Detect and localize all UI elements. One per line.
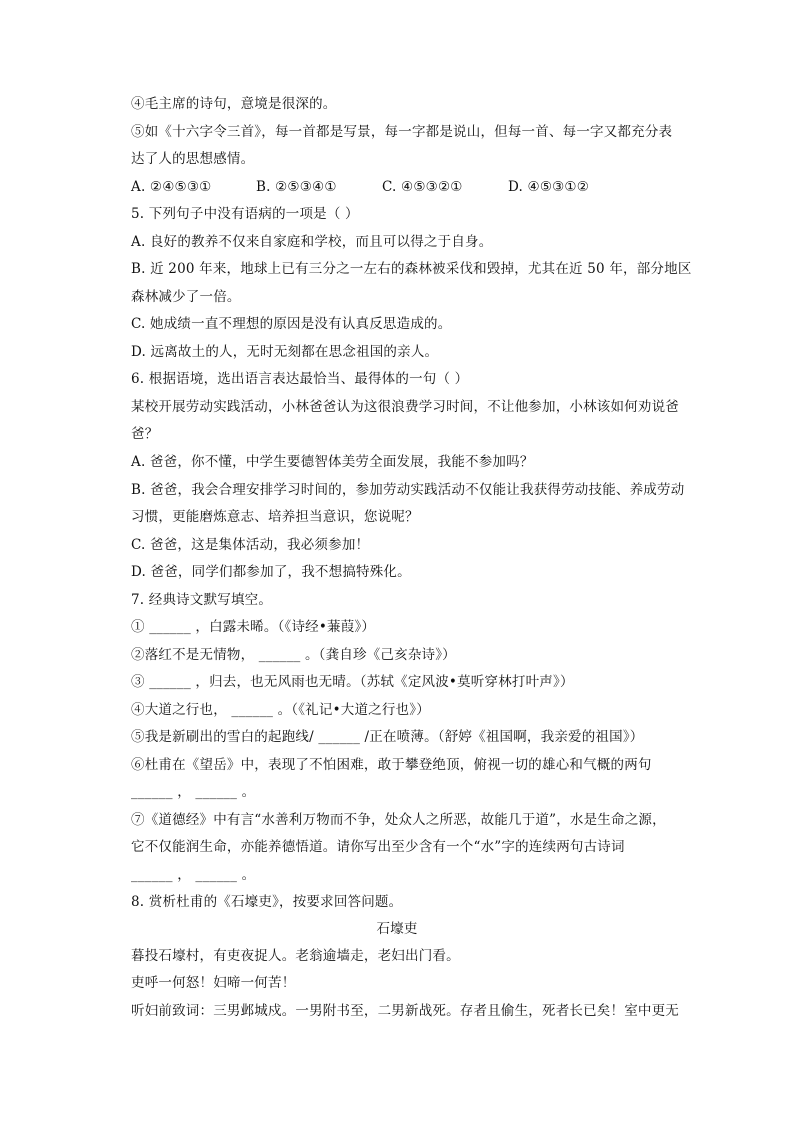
q7-item-1: ① ______ ，白露未晞。（《诗经•蒹葭》） xyxy=(131,619,376,635)
q7-item-5: ⑤我是新刷出的雪白的起跑线/ ______ /正在喷薄。（舒婷《祖国啊，我亲爱的祖国》） xyxy=(131,729,644,745)
q6-context-cont: 爸？ xyxy=(131,426,159,442)
q7-item-7-cont: 它不仅能润生命，亦能养德悟道。请你写出至少含有一个“水”字的连续两句古诗词 xyxy=(131,839,625,855)
q4-option-a: A. ②④⑤③① xyxy=(131,179,212,195)
q7-item-4: ④大道之行也， ______ 。（《礼记•大道之行也》） xyxy=(131,702,430,718)
q6-option-b-cont: 习惯，更能磨炼意志、培养担当意识，您说呢？ xyxy=(131,509,419,525)
q4-option-b: B. ②⑤③④① xyxy=(256,179,337,195)
q5-option-b-cont: 森林减少了一倍。 xyxy=(131,289,241,305)
q7-stem: 7. 经典诗文默写填空。 xyxy=(131,592,273,608)
poem-line-3: 听妇前致词：三男邺城戍。一男附书至，二男新战死。存者且偷生，死者长已矣！室中更无 xyxy=(131,1003,679,1019)
q7-item-6: ⑥杜甫在《望岳》中，表现了不怕困难，敢于攀登绝顶，俯视一切的雄心和气概的两句 xyxy=(131,757,652,773)
q4-option-d: D. ④⑤③①② xyxy=(508,179,590,195)
q6-option-b: B. 爸爸，我会合理安排学习时间的，参加劳动实践活动不仅能让我获得劳动技能、养成劳动 xyxy=(131,482,685,498)
q7-item-7: ⑦《道德经》中有言“水善利万物而不争，处众人之所恶，故能几于道”，水是生命之源， xyxy=(131,812,666,828)
poem-title: 石壕吏 xyxy=(376,921,418,937)
q5-stem: 5. 下列句子中没有语病的一项是（ ） xyxy=(131,206,359,222)
poem-line-2: 吏呼一何怒！妇啼一何苦！ xyxy=(131,975,296,991)
q5-option-d: D. 远离故土的人，无时无刻都在思念祖国的亲人。 xyxy=(131,344,439,360)
q6-option-a: A. 爸爸，你不懂，中学生要德智体美劳全面发展，我能不参加吗？ xyxy=(131,454,534,470)
q4-statement-5-cont: 达了人的思想感情。 xyxy=(131,151,255,167)
q6-option-d: D. 爸爸，同学们都参加了，我不想搞特殊化。 xyxy=(131,564,411,580)
q5-option-a: A. 良好的教养不仅来自家庭和学校，而且可以得之于自身。 xyxy=(131,234,493,250)
q7-item-3: ③ ______ ，归去，也无风雨也无晴。（苏轼《定风波•莫听穿林打叶声》） xyxy=(131,674,574,690)
q4-statement-5: ⑤如《十六字令三首》，每一首都是写景，每一字都是说山，但每一首、每一字又都充分表 xyxy=(131,124,673,140)
q5-option-c: C. 她成绩一直不理想的原因是没有认真反思造成的。 xyxy=(131,316,452,332)
q4-options xyxy=(131,178,589,196)
q4-statement-4: ④毛主席的诗句，意境是很深的。 xyxy=(131,96,337,112)
q5-option-b: B. 近 200 年来，地球上已有三分之一左右的森林被采伐和毁掉，尤其在近 50 年，部分地区 xyxy=(131,261,692,277)
q6-context: 某校开展劳动实践活动，小林爸爸认为这很浪费学习时间，不让他参加，小林该如何劝说爸 xyxy=(131,399,679,415)
poem-line-1: 暮投石壕村，有吏夜捉人。老翁逾墙走，老妇出门看。 xyxy=(131,948,460,964)
q6-option-c: C. 爸爸，这是集体活动，我必须参加！ xyxy=(131,537,370,553)
q4-option-c: C. ④⑤③②① xyxy=(382,179,463,195)
q8-stem: 8. 赏析杜甫的《石壕吏》，按要求回答问题。 xyxy=(131,894,403,910)
q6-stem: 6. 根据语境，选出语言表达最恰当、最得体的一句（ ） xyxy=(131,371,469,387)
q7-item-7-blanks: ______ ， ______ 。 xyxy=(131,867,256,883)
q7-item-6-blanks: ______ ， ______ 。 xyxy=(131,784,256,800)
q7-item-2: ②落红不是无情物， ______ 。（龚自珍《己亥杂诗》） xyxy=(131,647,456,663)
